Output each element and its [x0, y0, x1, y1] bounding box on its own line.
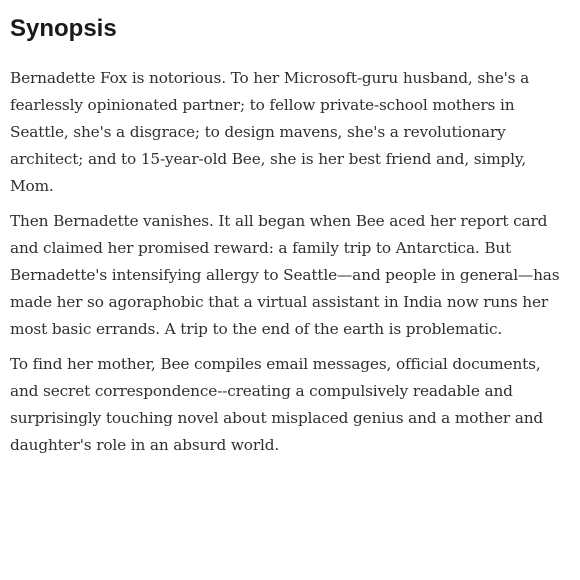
section-heading: Synopsis: [10, 15, 117, 42]
synopsis-paragraph: To find her mother, Bee compiles email messages, official documents, and secret correspondence--creating a compulsively readable and surprisingly touching novel about misplaced genius and a mother and daughter's role in an absurd world.: [10, 355, 544, 454]
synopsis-paragraph: Then Bernadette vanishes. It all began when Bee aced her report card and claimed her promised reward: a family trip to Antarctica. But Bernadette's intensifying allergy to Seattle—and people in general—has made her so agoraphobic that a virtual assistant in India now runs her most basic errands. A trip to the end of the earth is problematic.: [10, 212, 560, 338]
synopsis-paragraph: Bernadette Fox is notorious. To her Microsoft-guru husband, she's a fearlessly opinionated partner; to fellow private-school mothers in Seattle, she's a disgrace; to design mavens, she's a revolutionary architect; and to 15-year-old Bee, she is her best friend and, simply, Mom.: [10, 69, 530, 195]
